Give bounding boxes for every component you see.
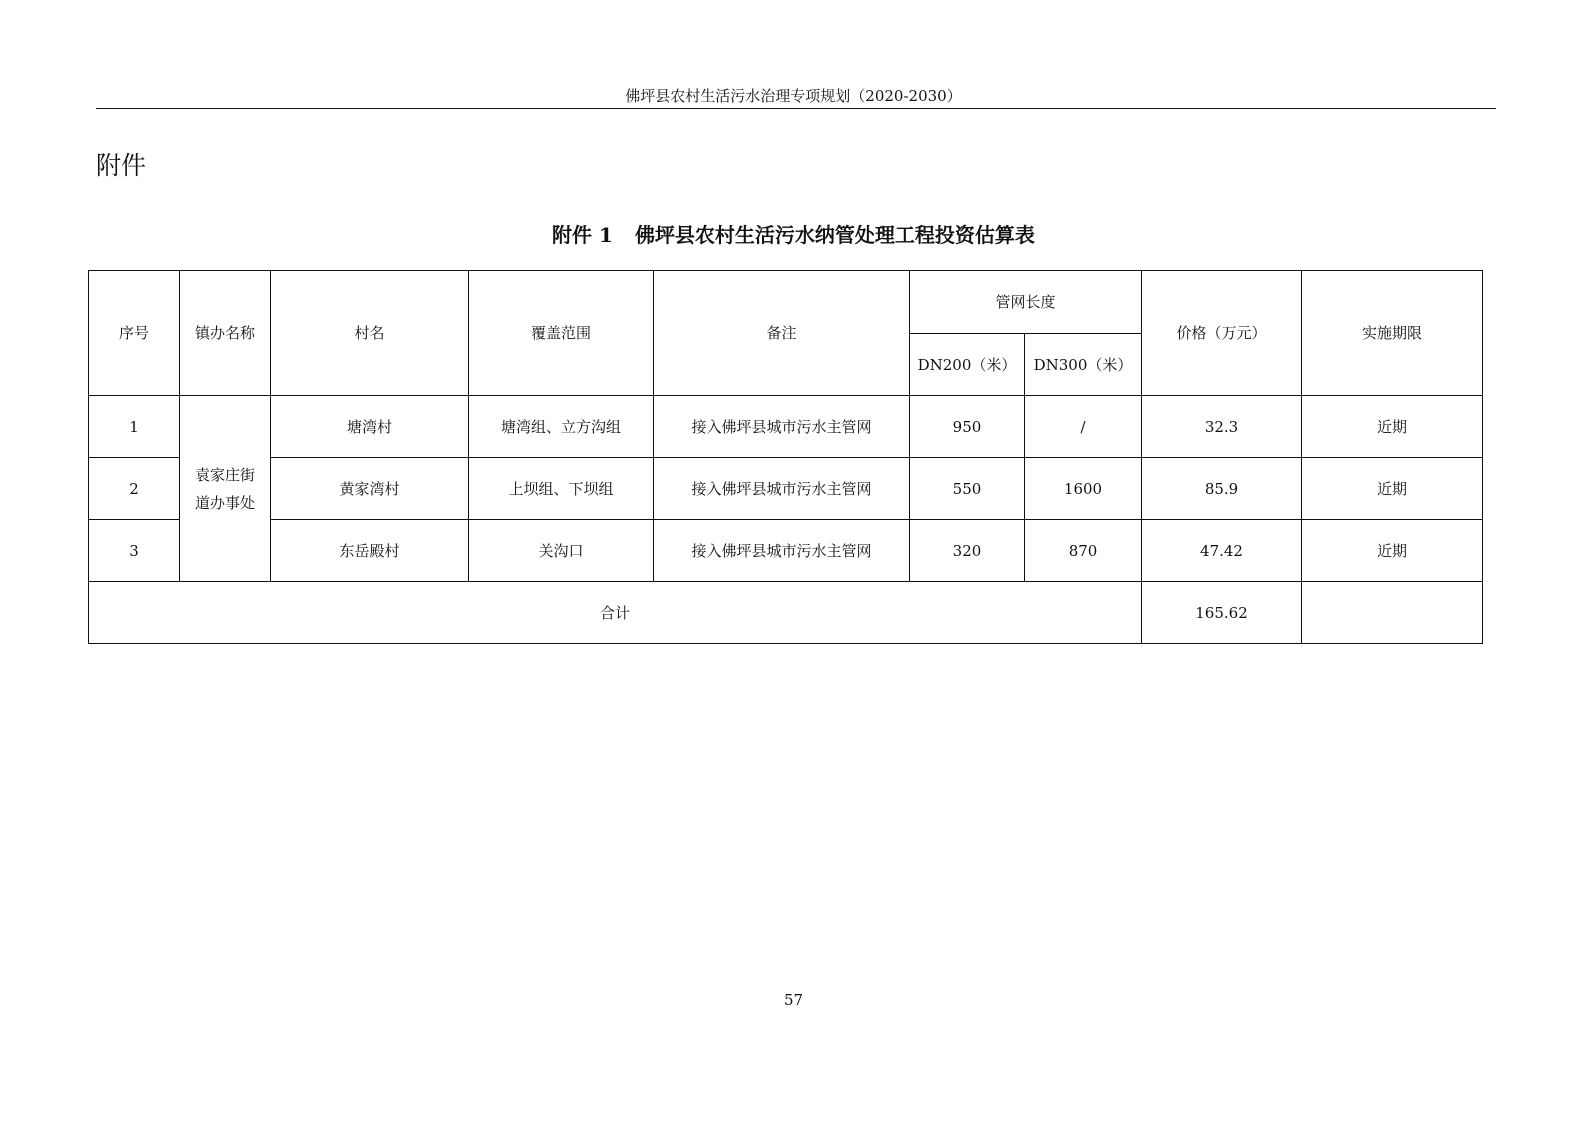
town-name-line1: 袁家庄街 xyxy=(194,465,255,484)
total-price: 165.62 xyxy=(1142,582,1302,644)
cell-dn200: 320 xyxy=(910,520,1025,582)
town-name-line2: 道办事处 xyxy=(194,493,255,512)
cell-coverage: 上坝组、下坝组 xyxy=(469,458,654,520)
cell-period: 近期 xyxy=(1302,458,1483,520)
cell-period: 近期 xyxy=(1302,520,1483,582)
page-number: 57 xyxy=(783,991,804,1009)
header-remark: 备注 xyxy=(654,271,910,396)
header-price: 价格（万元） xyxy=(1142,271,1302,396)
total-period xyxy=(1302,582,1483,644)
table-title-number: 附件 1 xyxy=(552,223,613,247)
cell-seq: 2 xyxy=(89,458,180,520)
cell-seq: 1 xyxy=(89,396,180,458)
cell-remark: 接入佛坪县城市污水主管网 xyxy=(654,520,910,582)
cell-price: 47.42 xyxy=(1142,520,1302,582)
investment-estimate-table xyxy=(88,270,1483,644)
cell-price: 32.3 xyxy=(1142,396,1302,458)
header-seq: 序号 xyxy=(89,271,180,396)
cell-dn200: 550 xyxy=(910,458,1025,520)
header-coverage: 覆盖范围 xyxy=(469,271,654,396)
table-row xyxy=(89,458,1483,520)
running-header: 佛坪县农村生活污水治理专项规划（2020-2030） xyxy=(625,87,962,105)
section-label: 附件 xyxy=(96,151,147,180)
cell-remark: 接入佛坪县城市污水主管网 xyxy=(654,458,910,520)
cell-town-name xyxy=(180,396,271,582)
header-pipe-length: 管网长度 xyxy=(910,271,1142,334)
header-village: 村名 xyxy=(271,271,469,396)
header-period: 实施期限 xyxy=(1302,271,1483,396)
cell-coverage: 关沟口 xyxy=(469,520,654,582)
header-town: 镇办名称 xyxy=(180,271,271,396)
cell-seq: 3 xyxy=(89,520,180,582)
header-row xyxy=(89,271,1483,334)
header-dn300: DN300（米） xyxy=(1025,334,1142,396)
total-label: 合计 xyxy=(89,582,1142,644)
cell-dn300: 870 xyxy=(1025,520,1142,582)
table-title-text: 佛坪县农村生活污水纳管处理工程投资估算表 xyxy=(634,223,1035,247)
cell-remark: 接入佛坪县城市污水主管网 xyxy=(654,396,910,458)
total-row xyxy=(89,582,1483,644)
cell-village: 黄家湾村 xyxy=(271,458,469,520)
cell-price: 85.9 xyxy=(1142,458,1302,520)
cell-period: 近期 xyxy=(1302,396,1483,458)
header-dn200: DN200（米） xyxy=(910,334,1025,396)
cell-coverage: 塘湾组、立方沟组 xyxy=(469,396,654,458)
table-title xyxy=(0,222,1587,248)
cell-dn300: / xyxy=(1025,396,1142,458)
cell-dn200: 950 xyxy=(910,396,1025,458)
cell-dn300: 1600 xyxy=(1025,458,1142,520)
header-rule xyxy=(96,108,1496,109)
table-row xyxy=(89,520,1483,582)
cell-village: 东岳殿村 xyxy=(271,520,469,582)
cell-village: 塘湾村 xyxy=(271,396,469,458)
table-row xyxy=(89,396,1483,458)
